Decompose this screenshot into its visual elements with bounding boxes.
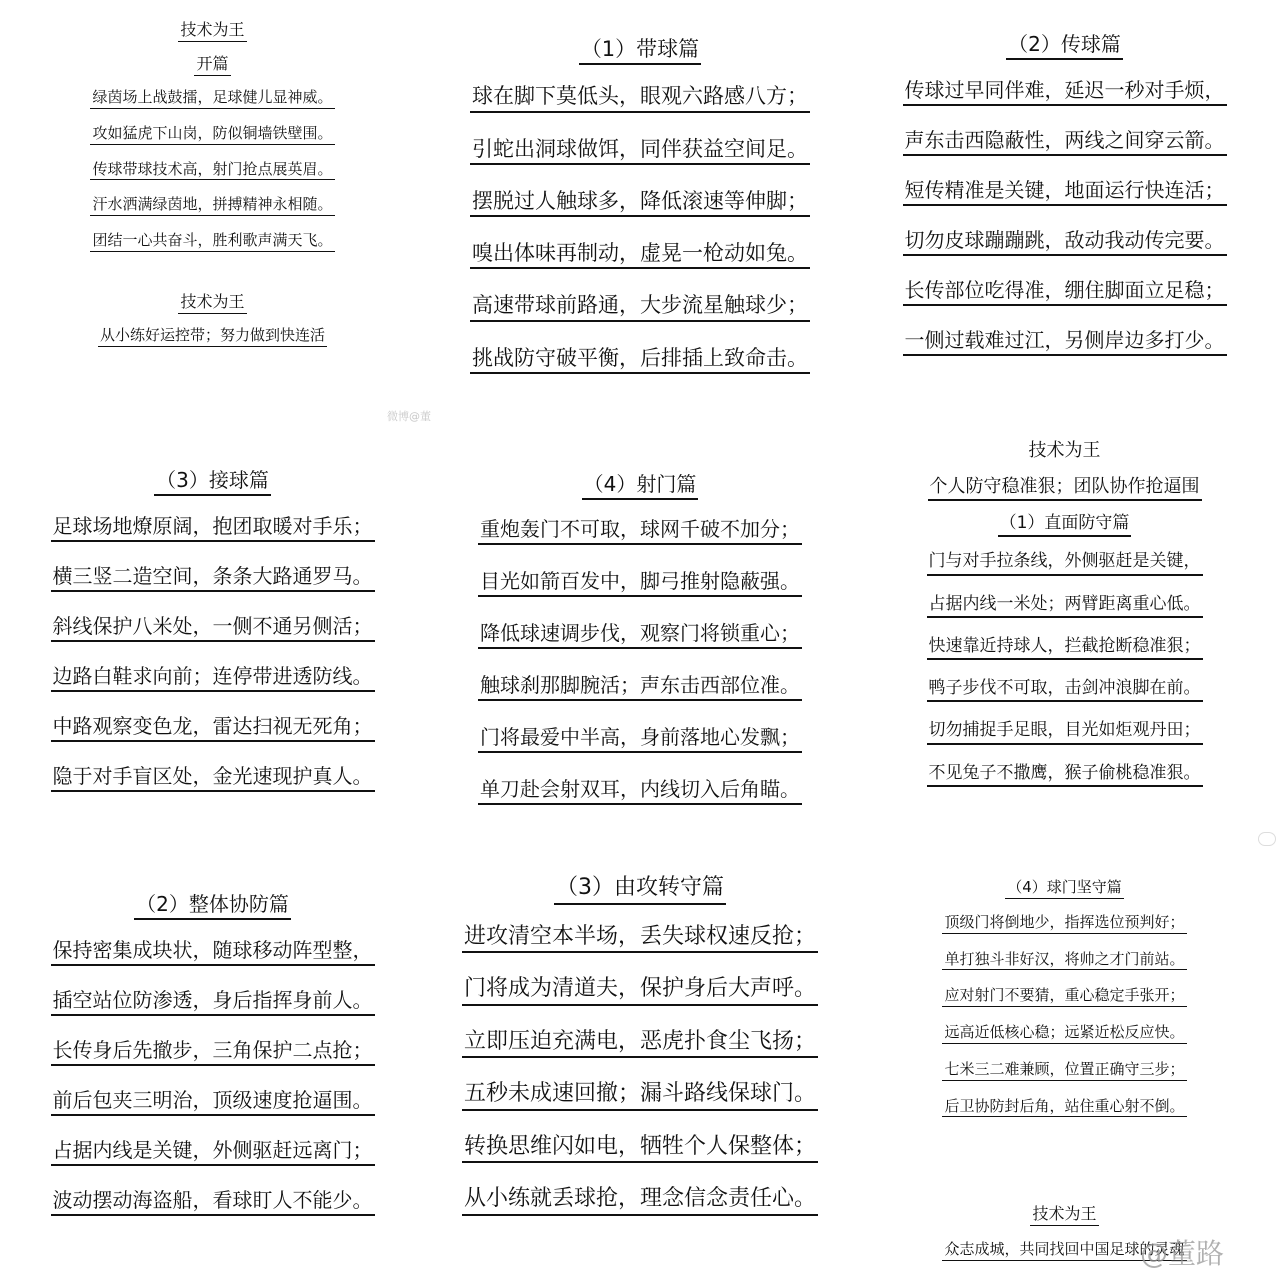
goalkeeping-section	[872, 878, 1257, 1133]
poem-line: 降低球速调步伐，观察门将锁重心；	[440, 621, 840, 649]
poem-line: 目光如箭百发中，脚弓推射隐蔽强。	[440, 569, 840, 597]
poem-line: 远高近低核心稳；远紧近松反应快。	[872, 1023, 1257, 1044]
section-title: （3）由攻转守篇	[430, 874, 850, 905]
poem-line: 不见兔子不撒鹰，猴子偷桃稳准狠。	[872, 763, 1257, 787]
poem-line: 切勿捕捉手足眼，目光如炬观丹田；	[872, 720, 1257, 744]
poem-line: 声东击西隐蔽性，两线之间穿云箭。	[872, 128, 1257, 156]
poem-line: 攻如猛虎下山岗，防似铜墙铁壁围。	[20, 124, 405, 145]
technique-title: 技术为王	[20, 292, 405, 314]
intro-section	[20, 20, 405, 362]
section-title: （4）射门篇	[440, 472, 840, 500]
defending-section	[872, 440, 1257, 805]
poem-line: 单打独斗非好汉，将帅之才门前站。	[872, 950, 1257, 971]
poem-line: 重炮轰门不可取，球网千破不加分；	[440, 517, 840, 545]
intro-section-heading: 开篇	[20, 54, 405, 76]
section-title: （2）整体协防篇	[20, 892, 405, 920]
intro-title: 技术为王	[20, 20, 405, 42]
transition-section	[430, 874, 850, 1238]
poem-line: 门将成为清道夫，保护身后大声呼。	[430, 975, 850, 1006]
poem-line: 长传身后先撤步，三角保护二点抢；	[20, 1038, 405, 1066]
defense-title: 技术为王	[1028, 440, 1101, 461]
closing-line: 众志成城，共同找回中国足球的灵魂	[872, 1240, 1257, 1261]
poem-line: 门将最爱中半高，身前落地心发飘；	[440, 725, 840, 753]
poem-line: 门与对手拉条线，外侧驱赶是关键，	[872, 551, 1257, 575]
technique-subtitle: 从小练好运控带；努力做到快连活	[20, 326, 405, 347]
poem-line: 足球场地燎原阔，抱团取暖对手乐；	[20, 514, 405, 542]
poem-line: 五秒未成速回撤；漏斗路线保球门。	[430, 1080, 850, 1111]
poem-line: 挑战防守破平衡，后排插上致命击。	[440, 345, 840, 374]
team-defense-section	[20, 892, 405, 1238]
poem-line: 单刀赴会射双耳，内线切入后角瞄。	[440, 777, 840, 805]
closing-title: 技术为王	[872, 1204, 1257, 1226]
poem-line: 占据内线一米处；两臂距离重心低。	[872, 594, 1257, 618]
poem-line: 顶级门将倒地少，指挥选位预判好；	[872, 913, 1257, 934]
poem-line: 后卫协防封后角，站住重心射不倒。	[872, 1097, 1257, 1118]
poem-line: 切勿皮球蹦蹦跳，敌动我动传完要。	[872, 228, 1257, 256]
poem-line: 保持密集成块状，随球移动阵型整，	[20, 938, 405, 966]
poem-line: 插空站位防渗透，身后指挥身前人。	[20, 988, 405, 1016]
receiving-section	[20, 468, 405, 814]
poem-line: 汗水洒满绿茵地，拼搏精神永相随。	[20, 195, 405, 216]
poem-line: 绿茵场上战鼓擂，足球健儿显神威。	[20, 88, 405, 109]
poem-line: 快速靠近持球人，拦截抢断稳准狠；	[872, 636, 1257, 660]
poem-line: 短传精准是关键，地面运行快连活；	[872, 178, 1257, 206]
poem-line: 长传部位吃得准，绷住脚面立足稳；	[872, 278, 1257, 306]
poem-line: 引蛇出洞球做饵，同伴获益空间足。	[440, 136, 840, 165]
poem-line: 转换思维闪如电，牺牲个人保整体；	[430, 1133, 850, 1164]
weibo-watermark: @董路	[1140, 1237, 1225, 1270]
poem-line: 一侧过载难过江，另侧岸边多打少。	[872, 328, 1257, 356]
poem-line: 传球过早同伴难，延迟一秒对手烦，	[872, 78, 1257, 106]
section-title: （3）接球篇	[20, 468, 405, 496]
poem-line: 进攻清空本半场，丢失球权速反抢；	[430, 923, 850, 954]
poem-line: 横三竖二造空间，条条大路通罗马。	[20, 564, 405, 592]
section-title: （1）带球篇	[440, 36, 840, 65]
poem-line: 隐于对手盲区处，金光速现护真人。	[20, 764, 405, 792]
poem-line: 占据内线是关键，外侧驱赶远离门；	[20, 1138, 405, 1166]
poem-line: 应对射门不要猜，重心稳定手张开；	[872, 986, 1257, 1007]
poem-line: 团结一心共奋斗，胜利歌声满天飞。	[20, 231, 405, 252]
poem-line: 边路白鞋求向前；连停带进透防线。	[20, 664, 405, 692]
poem-line: 摆脱过人触球多，降低滚速等伸脚；	[440, 188, 840, 217]
poem-line: 前后包夹三明治，顶级速度抢逼围。	[20, 1088, 405, 1116]
weibo-corner-icon	[1258, 832, 1276, 846]
passing-section	[872, 32, 1257, 378]
poem-line: 斜线保护八米处，一侧不通另侧活；	[20, 614, 405, 642]
section-title: （4）球门坚守篇	[872, 878, 1257, 899]
defense-subtitle: 个人防守稳准狠；团队协作抢逼围	[872, 476, 1257, 502]
shooting-section	[440, 472, 840, 829]
dribbling-section	[440, 36, 840, 397]
section-title: （1）直面防守篇	[872, 513, 1257, 537]
section-title: （2）传球篇	[872, 32, 1257, 60]
poem-line: 鸭子步伐不可取，击剑冲浪脚在前。	[872, 678, 1257, 702]
poem-line: 波动摆动海盗船，看球盯人不能少。	[20, 1188, 405, 1216]
poem-line: 中路观察变色龙，雷达扫视无死角；	[20, 714, 405, 742]
poem-line: 高速带球前路通，大步流星触球少；	[440, 292, 840, 321]
poem-line: 触球刹那脚腕活；声东击西部位准。	[440, 673, 840, 701]
poem-line: 球在脚下莫低头，眼观六路感八方；	[440, 83, 840, 112]
poem-line: 七米三二难兼顾，位置正确守三步；	[872, 1060, 1257, 1081]
poem-line: 传球带球技术高，射门抢点展英眉。	[20, 160, 405, 181]
weibo-watermark-small: 微博@董	[387, 410, 431, 423]
poem-line: 立即压迫充满电，恶虎扑食尘飞扬；	[430, 1028, 850, 1059]
poem-line: 嗅出体味再制动，虚晃一枪动如兔。	[440, 240, 840, 269]
poem-line: 从小练就丢球抢，理念信念责任心。	[430, 1185, 850, 1216]
